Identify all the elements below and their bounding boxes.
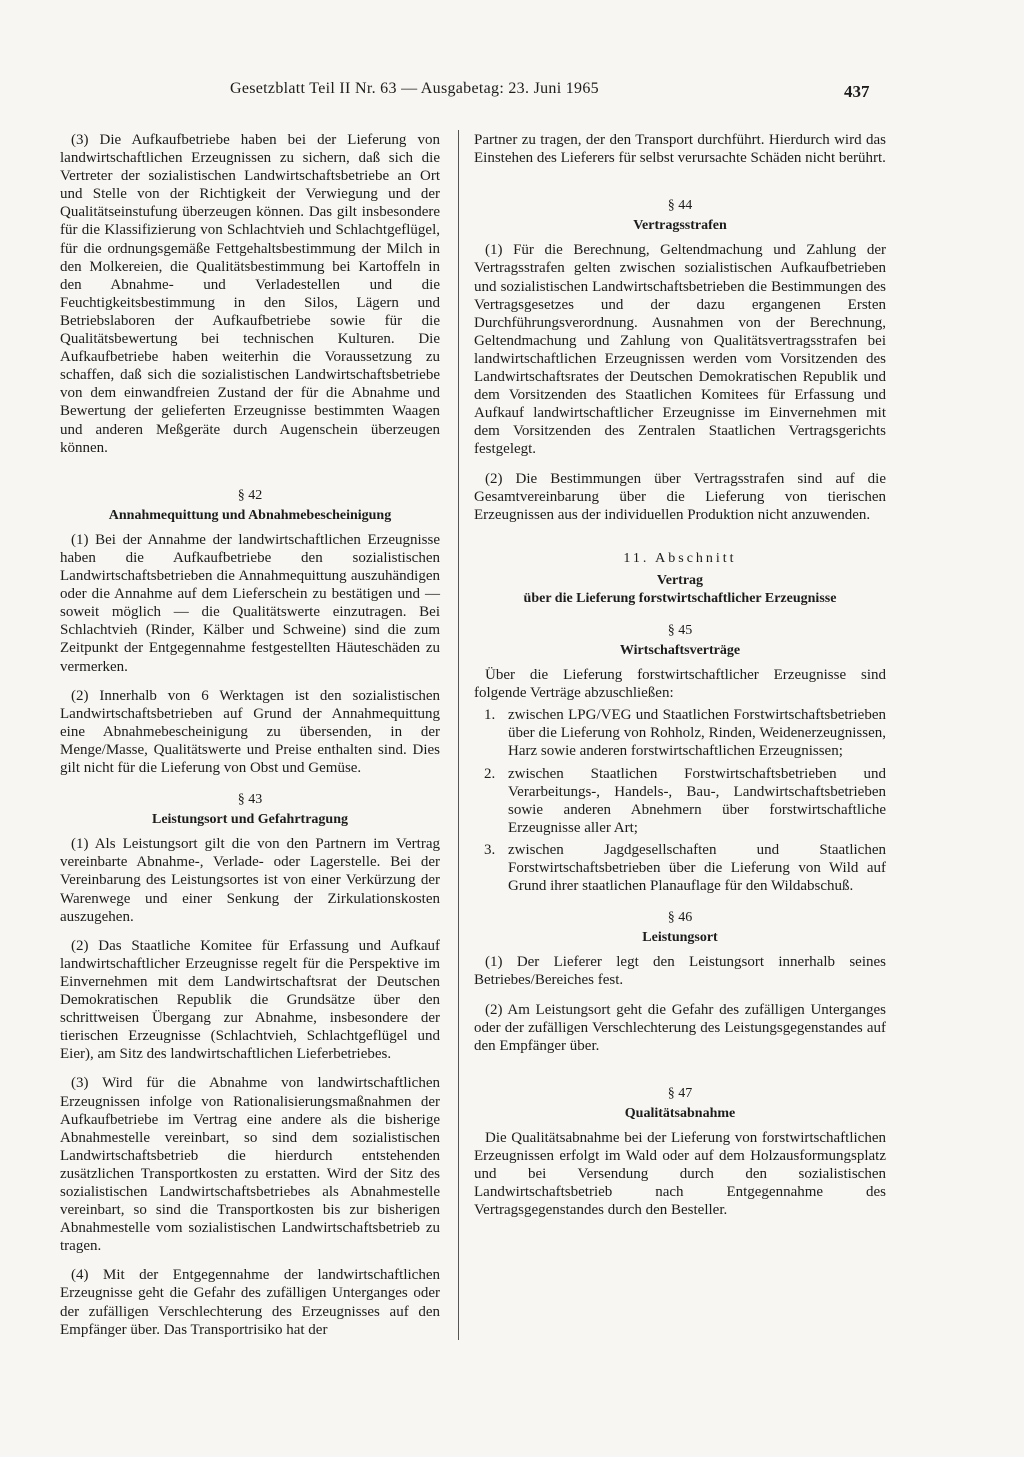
paragraph-43-3: (3) Wird für die Abnahme von landwirtschaftlichen Erzeugnissen infolge von Rationalisierungsmaßnahmen der Aufkaufbetriebe im Vertrag eine andere als die bisherige Abnahmestelle vereinbart, so sind dem sozialistischen Landwirtschaftsbetrieb die hierdurch entstehenden zusätzlichen Transportkosten zu erstatten. Wird der Sitz des sozialistischen Landwirtschaftsbetriebes als Abnahmestelle vereinbart, so sind die Transportkosten bis zur bisherigen Abnahmestelle vom sozialistischen Landwirtschaftsbetrieb zu tragen. <box>60 1075 440 1255</box>
chapter-11-heading: 11. Abschnitt <box>623 550 737 566</box>
section-43-title: Leistungsort und Gefahrtragung <box>151 812 349 828</box>
section-47-number: § 47 <box>667 1085 693 1101</box>
section-44-number: § 44 <box>667 198 693 214</box>
list-item-number: 3. <box>484 841 496 858</box>
paragraph-43-1: (1) Als Leistungsort gilt die von den Partnern im Vertrag vereinbarte Abnahme-, Verlade- oder Lagerstelle. Bei der Vereinbarung des Leistungsortes ist von einer Verkürzung der Warenwege und einer Senkung der Zirkulationskosten auszugehen. <box>60 836 440 925</box>
list-item-number: 1. <box>484 707 496 724</box>
paragraph-43-4-continued: Partner zu tragen, der den Transport durchführt. Hierdurch wird das Einstehen des Lieferers für selbst verursachte Schäden nicht berührt. <box>474 132 886 167</box>
left-column <box>60 131 440 1350</box>
paragraph-47: Die Qualitätsabnahme bei der Lieferung von forstwirtschaftlichen Erzeugnissen erfolgt im Wald oder auf dem Holzausformungsplatz und bei Versendung durch den sozialistischen Landwirtschaftsbetrieb nach Entgegennahme des Vertragsgegenstandes durch den Besteller. <box>474 1130 886 1219</box>
paragraph-46-1: (1) Der Lieferer legt den Leistungsort innerhalb seines Betriebes/Bereiches fest. <box>474 954 886 989</box>
section-46-number: § 46 <box>667 910 693 926</box>
chapter-11-title-line1: Vertrag <box>656 572 704 588</box>
section-43-number: § 43 <box>237 792 263 808</box>
paragraph-41-3: (3) Die Aufkaufbetriebe haben bei der Lieferung von landwirtschaftlichen Erzeugnissen zu sichern, daß sich die Vertreter der sozialistischen Landwirtschaftsbetriebe an Ort und Stelle von der Richtigkeit der Verwiegung und der Qualitätseinstufung überzeugen können. Das gilt insbesondere für die Klassifizierung von Schlachtvieh und Schlachtgeflügel, für die ordnungsgemäße Fettgehaltsbestimmung der Milch in den Molkereien, die Qualitätsbestimmung bei Kartoffeln in den Abnahme- und Verladestellen und die Feuchtigkeitsbestimmung in den Silos, Lägern und Betriebslaboren der Aufkaufbetriebe sowie für die Qualitätsbewertung bei technischen Kulturen. Die Aufkaufbetriebe haben weiterhin die Voraussetzung zu schaffen, daß sich die sozialistischen Landwirtschaftsbetriebe von dem einwandfreien Zustand der für die Abnahme und Bewertung der gelieferten Erzeugnisse bestimmten Waagen und anderen Meßgeräte durch Augenschein überzeugen können. <box>60 132 440 456</box>
section-45-title: Wirtschaftsverträge <box>619 642 741 658</box>
list-item-number: 2. <box>484 765 496 782</box>
header-title: Gesetzblatt Teil II Nr. 63 — Ausgabetag: 23. Juni 1965 <box>230 80 599 97</box>
list-item-text: zwischen LPG/VEG und Staatlichen Forstwirtschaftsbetrieben über die Lieferung von Rohholz, Rinden, Weidenerzeugnissen, Harz sowie anderen forstwirtschaftlichen Erzeugnissen; <box>508 707 886 760</box>
section-42-number: § 42 <box>237 487 263 503</box>
list-item <box>474 841 886 895</box>
page-header <box>0 80 1024 104</box>
list-item <box>474 765 886 837</box>
page-number: 437 <box>844 82 870 101</box>
paragraph-43-2: (2) Das Staatliche Komitee für Erfassung und Aufkauf landwirtschaftlicher Erzeugnisse regelt für die Perspektive im Einvernehmen mit dem Landwirtschaftsrat der Deutschen Demokratischen Republik die Grundsätze über den schrittweisen Übergang zur Abnahme, insbesondere der tierischen Erzeugnisse (Schlachtvieh, Schlachtgeflügel und Eier), am Sitz des landwirtschaftlichen Lieferbetriebes. <box>60 937 440 1063</box>
paragraph-44-2: (2) Die Bestimmungen über Vertragsstrafen sind auf die Gesamtvereinbarung über die Lieferung von tierischen Erzeugnissen aus der individuellen Produktion nicht anzuwenden. <box>474 470 886 523</box>
list-item-text: zwischen Staatlichen Forstwirtschaftsbetrieben und Verarbeitungs-, Handels-, Bau-, Landwirtschaftsbetrieben sowie anderen Abnehmern über forstwirtschaftliche Erzeugnisse aller Art; <box>508 765 886 836</box>
section-46-title: Leistungsort <box>642 930 718 946</box>
column-divider <box>458 130 459 1340</box>
right-column <box>474 131 886 1231</box>
section-45-number: § 45 <box>667 622 693 638</box>
section-47-title: Qualitätsabnahme <box>624 1105 736 1121</box>
paragraph-44-1: (1) Für die Berechnung, Geltendmachung und Zahlung der Vertragsstrafen gelten zwischen sozialistischen Aufkaufbetrieben und sozialistischen Landwirtschaftsbetrieben die Bestimmungen des Vertragsgesetzes und der dazu ergangenen Ersten Durchführungsverordnung. Ausnahmen von der Berechnung, Geltendmachung und Zahlung von Qualitätsvertragsstrafen bei landwirtschaftlichen Erzeugnissen werden vom Vorsitzenden des Landwirtschaftsrates der Deutschen Demokratischen Republik und dem Vorsitzenden des Staatlichen Komitees für Erfassung und Aufkauf landwirtschaftlicher Erzeugnisse im Einvernehmen mit dem Vorsitzenden des Zentralen Staatlichen Vertragsgerichts festgelegt. <box>474 242 886 458</box>
contract-type-list <box>474 706 886 895</box>
paragraph-43-4: (4) Mit der Entgegennahme der landwirtschaftlichen Erzeugnisse geht die Gefahr des zufälligen Unterganges oder der zufälligen Verschlechterung des Erzeugnisses auf den Empfänger über. Das Transportrisiko hat der <box>60 1267 440 1338</box>
list-item-text: zwischen Jagdgesellschaften und Staatlichen Forstwirtschaftsbetrieben über die Lieferung von Wild auf Grund ihrer staatlichen Planauflage für den Wildabschuß. <box>508 841 886 895</box>
section-44-title: Vertragsstrafen <box>633 218 727 234</box>
paragraph-46-2: (2) Am Leistungsort geht die Gefahr des zufälligen Unterganges oder der zufälligen Verschlechterung des Leistungsgegenstandes auf den Empfänger über. <box>474 1001 886 1054</box>
paragraph-45-intro: Über die Lieferung forstwirtschaftlicher Erzeugnisse sind folgende Verträge abzuschließen: <box>474 667 886 702</box>
chapter-11-title-line2: über die Lieferung forstwirtschaftlicher Erzeugnisse <box>523 590 837 606</box>
paragraph-42-2: (2) Innerhalb von 6 Werktagen ist den sozialistischen Landwirtschaftsbetrieben auf Grund der Annahmequittung eine Abnahmebescheinigung zu übersenden, in der Menge/Masse, Qualitätswerte und Preise enthalten sind. Dies gilt nicht für die Lieferung von Obst und Gemüse. <box>60 687 440 776</box>
section-42-title: Annahmequittung und Abnahmebescheinigung <box>108 507 392 523</box>
list-item <box>474 706 886 760</box>
paragraph-42-1: (1) Bei der Annahme der landwirtschaftlichen Erzeugnisse haben die Aufkaufbetriebe den sozialistischen Landwirtschaftsbetrieben die Annahmequittung auszuhändigen oder die Annahme auf dem Lieferschein zu bestätigen und — soweit möglich — die Qualitätswerte einzutragen. Bei Schlachtvieh (Rinder, Kälber und Schweine) sind die zum Zeitpunkt der Entgegennahme festgestellten Häuteschäden zu vermerken. <box>60 531 440 675</box>
